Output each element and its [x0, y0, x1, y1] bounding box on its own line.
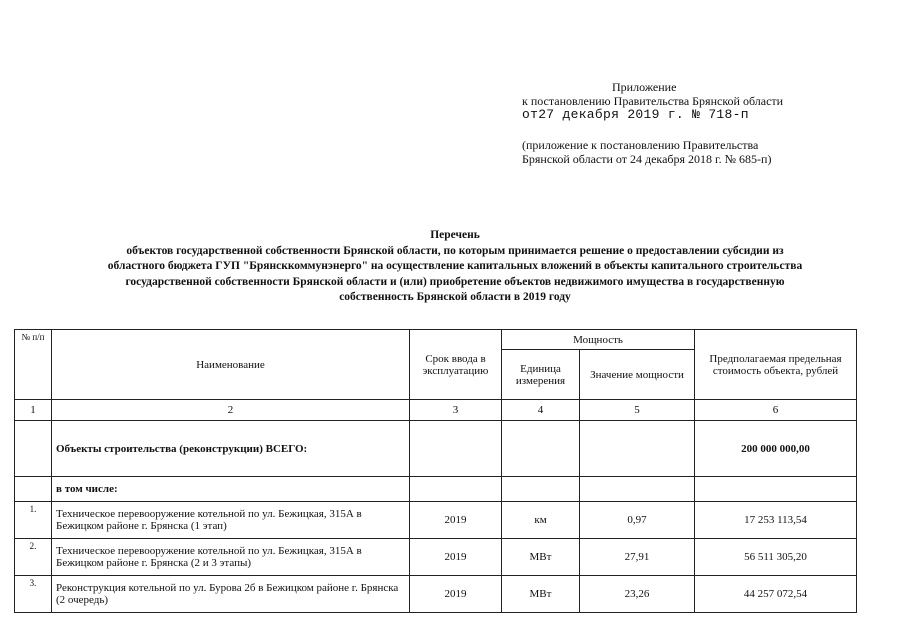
title-line-1: объектов государственной собственности Брянской области, по которым принимается решение о предоставлении субсидии из — [126, 244, 784, 257]
appendix-title: Приложение — [612, 80, 677, 94]
col-number-5: 5 — [580, 400, 695, 421]
row-value: 0,97 — [580, 502, 695, 539]
row-name: Техническое перевооружение котельной по ул. Бежицкая, 315А в Бежицком районе г. Брянска (2 и 3 этапы) — [52, 539, 410, 576]
appendix-date-number: от27 декабря 2019 г. № 718-п — [522, 107, 749, 122]
header-term: Срок ввода в эксплуатацию — [410, 330, 502, 400]
title-heading: Перечень — [430, 229, 480, 241]
row-name: Реконструкция котельной по ул. Бурова 2б в Бежицком районе г. Брянска (2 очередь) — [52, 576, 410, 613]
objects-table — [14, 329, 857, 613]
row-cost: 17 253 113,54 — [695, 502, 857, 539]
col-number-3: 3 — [410, 400, 502, 421]
col-number-2: 2 — [52, 400, 410, 421]
col-number-4: 4 — [502, 400, 580, 421]
document-title — [60, 228, 850, 306]
row-cost: 44 257 072,54 — [695, 576, 857, 613]
title-line-4: собственность Брянской области в 2019 году — [339, 291, 571, 303]
header-cost: Предполагаемая предельная стоимость объекта, рублей — [695, 330, 857, 400]
row-cost: 56 511 305,20 — [695, 539, 857, 576]
appendix-original-reference-2: Брянской области от 24 декабря 2018 г. № 685-п) — [522, 152, 772, 166]
row-term: 2019 — [410, 502, 502, 539]
row-value: 23,26 — [580, 576, 695, 613]
title-line-3: государственной собственности Брянской области и (или) приобретение объектов недвижимого имущества в государственную — [125, 275, 785, 288]
row-term: 2019 — [410, 576, 502, 613]
appendix-original-reference: (приложение к постановлению Правительства — [522, 138, 759, 152]
table-row — [15, 502, 857, 539]
appendix-block — [522, 80, 783, 166]
row-name: Техническое перевооружение котельной по ул. Бежицкая, 315А в Бежицком районе г. Брянска (1 этап) — [52, 502, 410, 539]
col-number-1: 1 — [15, 400, 52, 421]
header-value: Значение мощности — [580, 350, 695, 400]
header-unit: Единица измерения — [502, 350, 580, 400]
header-capacity: Мощность — [502, 330, 695, 350]
title-line-2: областного бюджета ГУП "Брянсккоммунэнерго" на осуществление капитальных вложений в объекты капитального строительства — [107, 260, 803, 272]
row-value: 27,91 — [580, 539, 695, 576]
including-label: в том числе: — [52, 477, 410, 502]
header-name: Наименование — [52, 330, 410, 400]
row-unit: МВт — [502, 576, 580, 613]
row-number: 1. — [15, 502, 52, 539]
header-num: № п/п — [15, 330, 52, 400]
appendix-reference: к постановлению Правительства Брянской области — [522, 94, 784, 108]
total-row — [15, 421, 857, 477]
total-cost: 200 000 000,00 — [695, 421, 857, 477]
row-unit: км — [502, 502, 580, 539]
table-row — [15, 576, 857, 613]
total-label: Объекты строительства (реконструкции) ВСЕГО: — [52, 421, 410, 477]
row-number: 3. — [15, 576, 52, 613]
row-unit: МВт — [502, 539, 580, 576]
row-number: 2. — [15, 539, 52, 576]
row-term: 2019 — [410, 539, 502, 576]
table-row — [15, 539, 857, 576]
col-number-6: 6 — [695, 400, 857, 421]
